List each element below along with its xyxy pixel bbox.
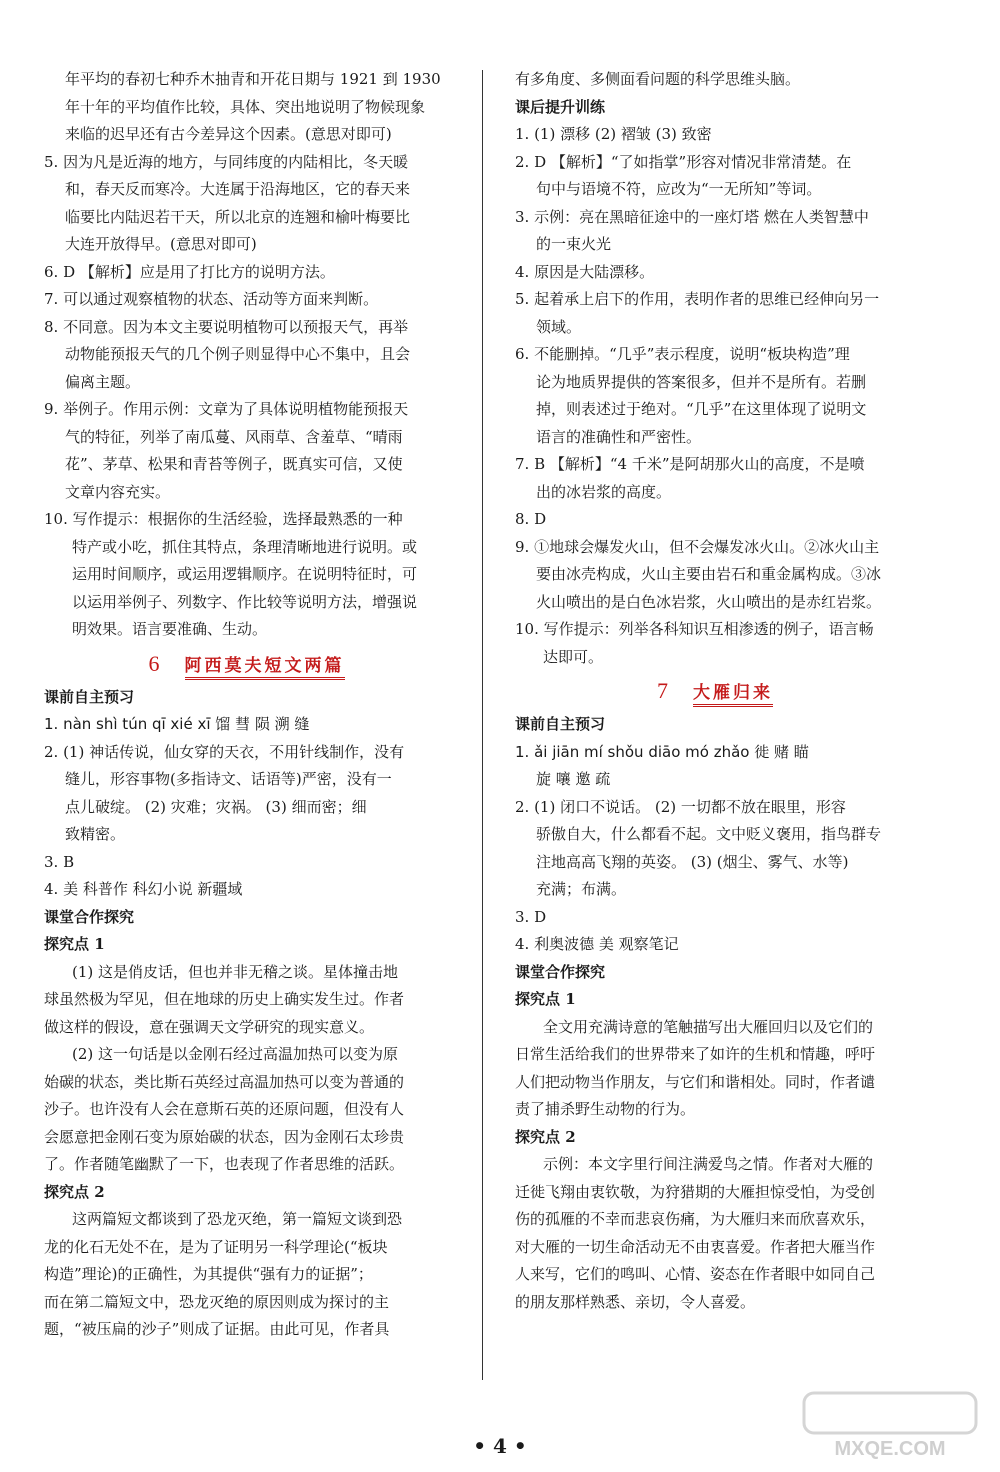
text-line: 来临的迟早还有古今差异这个因素。(意思对即可) <box>65 125 392 143</box>
text-line: 注地高高飞翔的英姿。 (3) (烟尘、雾气、水等) <box>536 852 849 871</box>
text-line: 8. 不同意。因为本文主要说明植物可以预报天气，再举 <box>44 317 409 336</box>
text-line: 题，“被压扁的沙子”则成了证据。由此可见，作者具 <box>44 1320 390 1338</box>
text-line: 8. D <box>515 510 547 528</box>
text-line: 临要比内陆迟若干天，所以北京的连翘和榆叶梅要比 <box>65 207 411 226</box>
text-line: 球虽然极为罕见，但在地球的历史上确实发生过。作者 <box>44 990 405 1008</box>
text-line: 论为地质界提供的答案很多，但并不是所有。若删 <box>536 372 867 391</box>
subheading: 课前自主预习 <box>44 687 135 706</box>
text-line: 迁徙飞翔由衷钦敬，为狩猎期的大雁担惊受怕，为受创 <box>515 1182 876 1201</box>
text-line: 会愿意把金刚石变为原始碳的状态，因为金刚石太珍贵 <box>44 1127 405 1146</box>
text-line: (1) 这是俏皮话，但也并非无稽之谈。星体撞击地 <box>72 962 399 981</box>
section-number: 7 <box>657 678 671 703</box>
text-line: 骄傲自大，什么都看不起。文中贬义褒用，指鸟群专 <box>536 825 882 843</box>
text-line: 3. D <box>515 907 547 926</box>
text-line: 花”、茅草、松果和青苔等例子，既真实可信，又使 <box>65 455 403 473</box>
text-line: 10. 写作提示：列举各科知识互相渗透的例子，语言畅 <box>515 620 874 638</box>
text-line: 2. (1) 闭口不说话。 (2) 一切都不放在眼里，形容 <box>515 797 846 816</box>
text-line: 全文用充满诗意的笔触描写出大雁回归以及它们的 <box>543 1017 874 1036</box>
text-line: 年平均的春初七种乔木抽青和开花日期与 1921 到 1930 <box>65 70 441 88</box>
text-line: 9. 举例子。作用示例：文章为了具体说明植物能预报天 <box>44 400 409 418</box>
text-line: 始碳的状态，类比斯石英经过高温加热可以变为普通的 <box>44 1072 405 1091</box>
text-line: (2) 这一句话是以金刚石经过高温加热可以变为原 <box>72 1045 399 1063</box>
subheading: 课堂合作探究 <box>515 962 606 981</box>
text-line: 语言的准确性和严密性。 <box>536 427 702 446</box>
text-line: 构造”理论)的正确性，为其提供“强有力的证据”； <box>44 1265 373 1283</box>
subheading: 探究点 1 <box>44 935 105 953</box>
text-line: 领域。 <box>536 317 582 336</box>
text-line: 3. B <box>44 852 75 871</box>
column-divider <box>482 70 483 1380</box>
subheading: 课后提升训练 <box>515 97 606 116</box>
text-line: 1. nàn shì tún qī xié xī 馏 彗 陨 溯 缝 <box>44 715 310 733</box>
text-line: 句中与语境不符，应改为“一无所知”等词。 <box>536 180 822 198</box>
text-line: 大连开放得早。(意思对即可) <box>65 235 257 253</box>
text-line: 人们把动物当作朋友，与它们和谐相处。同时，作者谴 <box>515 1072 876 1091</box>
left-column <box>44 66 449 1344</box>
text-line: 这两篇短文都谈到了恐龙灭绝，第一篇短文谈到恐 <box>72 1210 403 1228</box>
subheading: 探究点 1 <box>515 990 576 1008</box>
section-title: 阿西莫夫短文两篇 <box>185 655 345 680</box>
text-line: 动物能预报天气的几个例子则显得中心不集中，且会 <box>65 345 411 363</box>
text-line: 致精密。 <box>65 825 126 843</box>
text-line: 龙的化石无处不在，是为了证明另一科学理论(“板块 <box>44 1237 388 1256</box>
text-line: 火山喷出的是白色冰岩浆，火山喷出的是赤红岩浆。 <box>536 592 882 611</box>
text-line: 伤的孤雁的不幸而悲哀伤痛，为大雁归来而欣喜欢乐， <box>515 1210 876 1228</box>
text-line: 10. 写作提示：根据你的生活经验，选择最熟悉的一种 <box>44 510 403 528</box>
text-line: 和，春天反而寒冷。大连属于沿海地区，它的春天来 <box>65 180 411 198</box>
text-line: 偏离主题。 <box>65 372 141 391</box>
right-column <box>515 66 915 1316</box>
text-line: 1. (1) 漂移 (2) 褶皱 (3) 致密 <box>515 125 712 143</box>
text-line: 出的冰岩浆的高度。 <box>536 482 672 501</box>
text-line: 5. 因为凡是近海的地方，与同纬度的内陆相比，冬天暖 <box>44 152 409 171</box>
text-line: 7. 可以通过观察植物的状态、活动等方面来判断。 <box>44 290 379 308</box>
page-number: • 4 • <box>473 1434 527 1458</box>
text-line: 6. 不能删掉。“几乎”表示程度，说明“板块构造”理 <box>515 345 850 363</box>
text-line: 掉，则表述过于绝对。“几乎”在这里体现了说明文 <box>536 400 867 418</box>
text-line: 2. (1) 神话传说，仙女穿的天衣，不用针线制作，没有 <box>44 742 405 761</box>
text-line: 而在第二篇短文中，恐龙灭绝的原因则成为探讨的主 <box>44 1292 390 1311</box>
text-line: 达即可。 <box>543 647 604 666</box>
text-line: 气的特征，列举了南瓜蔓、风雨草、含羞草、“晴雨 <box>65 427 403 446</box>
text-line: 6. D 【解析】应是用了打比方的说明方法。 <box>44 262 335 281</box>
text-line: 要由冰壳构成，火山主要由岩石和重金属构成。③冰 <box>536 565 882 583</box>
section-title: 大雁归来 <box>693 682 773 707</box>
text-line: 3. 示例：亮在黑暗征途中的一座灯塔 燃在人类智慧中 <box>515 207 869 226</box>
text-line: 有多角度、多侧面看问题的科学思维头脑。 <box>515 70 801 88</box>
text-line: 做这样的假设，意在强调天文学研究的现实意义。 <box>44 1017 375 1036</box>
watermark-text: MXQE.COM <box>834 1438 946 1460</box>
text-line: 4. 美 科普作 科幻小说 新疆域 <box>44 880 243 898</box>
text-line: 的一束火光 <box>536 235 612 253</box>
text-line: 对大雁的一切生命活动无不由衷喜爱。作者把大雁当作 <box>515 1237 876 1256</box>
text-line: 4. 利奥波德 美 观察笔记 <box>515 935 679 953</box>
subheading: 探究点 2 <box>44 1182 105 1201</box>
text-line: 文章内容充实。 <box>65 482 171 501</box>
text-line: 日常生活给我们的世界带来了如许的生机和情趣，呼吁 <box>515 1045 876 1063</box>
text-line: 了。作者随笔幽默了一下，也表现了作者思维的活跃。 <box>44 1155 405 1173</box>
text-line: 沙子。也许没有人会在意斯石英的还原问题，但没有人 <box>44 1100 405 1118</box>
text-line: 示例：本文字里行间注满爱鸟之情。作者对大雁的 <box>543 1155 874 1173</box>
section-heading <box>515 671 915 711</box>
section-heading <box>44 644 449 684</box>
watermark-logo <box>800 1389 980 1464</box>
text-line: 7. B 【解析】“4 千米”是阿胡那火山的高度，不是喷 <box>515 455 865 473</box>
text-line: 人来写，它们的鸣叫、心情、姿态在作者眼中如同自己 <box>515 1265 876 1283</box>
text-line: 点儿破绽。 (2) 灾难；灾祸。 (3) 细而密；细 <box>65 797 367 816</box>
text-line: 的朋友那样熟悉、亲切，令人喜爱。 <box>515 1292 756 1311</box>
text-line: 缝儿，形容事物(多指诗文、话语等)严密，没有一 <box>65 770 392 788</box>
text-line: 1. ǎi jiān mí shǒu diāo mó zhǎo 徙 赌 瞄 <box>515 742 809 761</box>
subheading: 课堂合作探究 <box>44 907 135 926</box>
text-line: 特产或小吃，抓住其特点，条理清晰地进行说明。或 <box>72 537 418 556</box>
text-line: 年十年的平均值作比较，具体、突出地说明了物候现象 <box>65 97 426 116</box>
text-line: 旋 嚷 邀 疏 <box>536 770 611 788</box>
subheading: 课前自主预习 <box>515 715 606 733</box>
text-line: 明效果。语言要准确、生动。 <box>72 620 268 638</box>
text-line: 5. 起着承上启下的作用，表明作者的思维已经伸向另一 <box>515 290 880 308</box>
text-line: 责了捕杀野生动物的行为。 <box>515 1100 696 1118</box>
text-line: 2. D 【解析】“了如指掌”形容对情况非常清楚。在 <box>515 152 852 171</box>
section-number: 6 <box>148 650 163 676</box>
text-line: 以运用举例子、列数字、作比较等说明方法，增强说 <box>72 592 418 611</box>
text-line: 4. 原因是大陆漂移。 <box>515 262 655 281</box>
text-line: 充满；布满。 <box>536 880 627 898</box>
text-line: 9. ①地球会爆发火山，但不会爆发冰火山。②冰火山主 <box>515 537 880 556</box>
text-line: 运用时间顺序，或运用逻辑顺序。在说明特征时，可 <box>72 565 418 583</box>
subheading: 探究点 2 <box>515 1127 576 1146</box>
